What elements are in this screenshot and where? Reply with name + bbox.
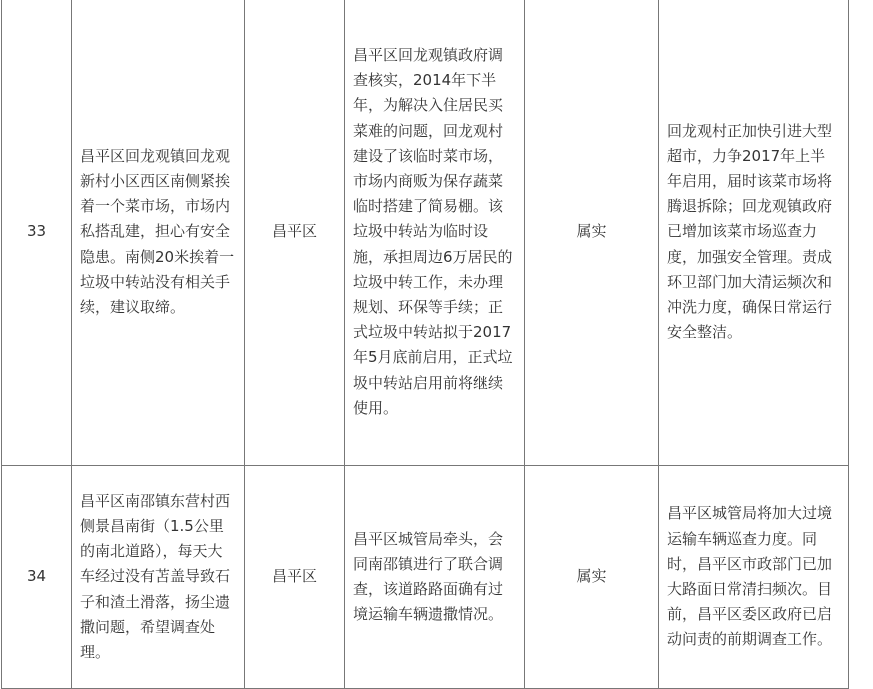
verdict: 属实 bbox=[525, 0, 659, 466]
district: 昌平区 bbox=[245, 0, 345, 466]
row-number: 34 bbox=[2, 466, 72, 689]
rectification-measures: 回龙观村正加快引进大型超市，力争2017年上半年启用，届时该菜市场将腾退拆除；回龙观镇政府已增加该菜市场巡查力度，加强安全管理。责成环卫部门加大清运频次和冲洗力度，确保日常运行安全整洁。 bbox=[659, 0, 849, 466]
rectification-measures: 昌平区城管局将加大过境运输车辆巡查力度。同时，昌平区市政部门已加大路面日常清扫频次。目前，昌平区委区政府已启动问责的前期调查工作。 bbox=[659, 466, 849, 689]
verdict: 属实 bbox=[525, 466, 659, 689]
table-row bbox=[2, 466, 849, 689]
issue-description: 昌平区南邵镇东营村西侧景昌南街（1.5公里的南北道路），每天大车经过没有苫盖导致石子和渣土滑落，扬尘遗撒问题，希望调查处理。 bbox=[72, 466, 245, 689]
investigation-result: 昌平区城管局牵头，会同南邵镇进行了联合调查，该道路路面确有过境运输车辆遗撒情况。 bbox=[345, 466, 525, 689]
issue-description: 昌平区回龙观镇回龙观新村小区西区南侧紧挨着一个菜市场，市场内私搭乱建，担心有安全隐患。南侧20米挨着一垃圾中转站没有相关手续，建议取缔。 bbox=[72, 0, 245, 466]
district: 昌平区 bbox=[245, 466, 345, 689]
row-number: 33 bbox=[2, 0, 72, 466]
complaints-table bbox=[1, 0, 849, 689]
table-row bbox=[2, 0, 849, 466]
investigation-result: 昌平区回龙观镇政府调查核实，2014年下半年，为解决入住居民买菜难的问题，回龙观村建设了该临时菜市场，市场内商贩为保存蔬菜临时搭建了简易棚。该垃圾中转站为临时设施，承担周边6万居民的垃圾中转工作，未办理规划、环保等手续；正式垃圾中转站拟于2017年5月底前启用，正式垃圾中转站启用前将继续使用。 bbox=[345, 0, 525, 466]
